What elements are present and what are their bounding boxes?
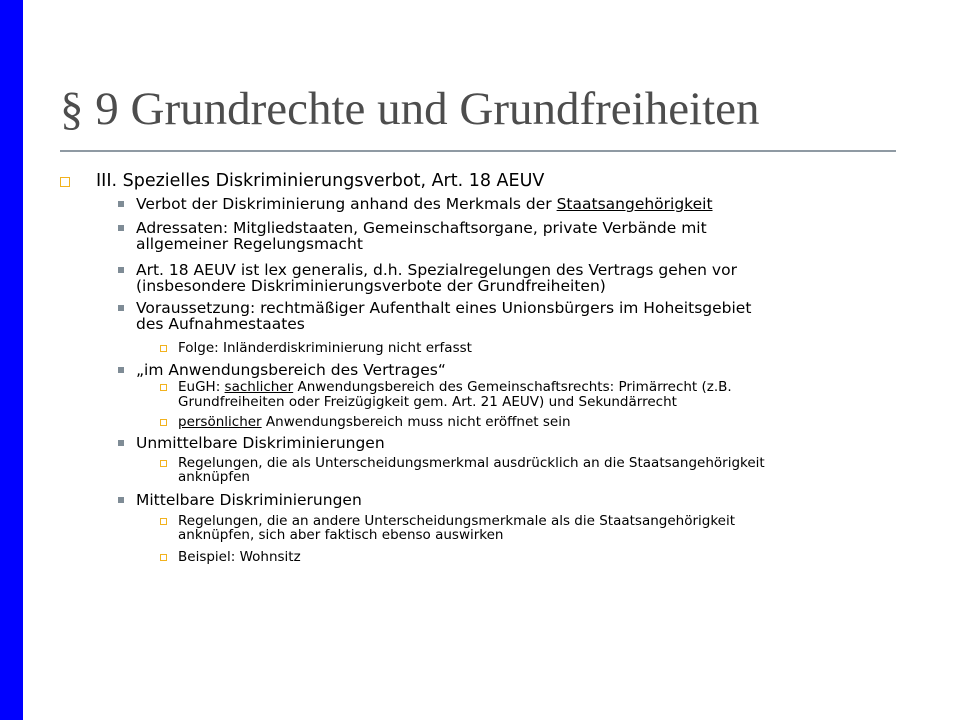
hollow-square-bullet-icon [60, 177, 70, 187]
bullet-voraussetzung-line1: Voraussetzung: rechtmäßiger Aufenthalt eines Unionsbürgers im Hoheitsgebiet [136, 299, 752, 317]
sub-bullet-unmittelbar-line2: anknüpfen [178, 469, 250, 485]
persoenlicher-term: persönlicher [178, 414, 262, 430]
square-bullet-icon [118, 497, 124, 503]
square-bullet-icon [118, 201, 124, 207]
hollow-square-bullet-icon [160, 384, 167, 391]
square-bullet-icon [118, 305, 124, 311]
sub-bullet-persoenlich [178, 415, 571, 429]
square-bullet-icon [118, 267, 124, 273]
bullet-adressaten-line1: Adressaten: Mitgliedstaaten, Gemeinschaftsorgane, private Verbände mit [136, 219, 707, 237]
square-bullet-icon [118, 367, 124, 373]
bullet-lex-line1: Art. 18 AEUV ist lex generalis, d.h. Spezialregelungen des Vertrags gehen vor [136, 261, 737, 279]
sub-bullet-persoenlich-text: Anwendungsbereich muss nicht eröffnet sein [261, 414, 571, 430]
section-heading: III. Spezielles Diskriminierungsverbot, Art. 18 AEUV [96, 171, 545, 191]
square-bullet-icon [118, 440, 124, 446]
sub-bullet-eugh-prefix: EuGH: [178, 379, 225, 395]
bullet-adressaten-line2: allgemeiner Regelungsmacht [136, 235, 363, 253]
sub-bullet-beispiel: Beispiel: Wohnsitz [178, 549, 301, 565]
sub-bullet-unmittelbar-line1: Regelungen, die als Unterscheidungsmerkmal ausdrücklich an die Staatsangehörigkeit [178, 455, 765, 471]
staatsangehoerigkeit-term: Staatsangehörigkeit [556, 195, 713, 213]
hollow-square-bullet-icon [160, 518, 167, 525]
sachlicher-term: sachlicher [224, 379, 294, 395]
hollow-square-bullet-icon [160, 345, 167, 352]
bullet-verbot-text: Verbot der Diskriminierung anhand des Merkmals der [136, 195, 557, 213]
bullet-voraussetzung-line2: des Aufnahmestaates [136, 315, 305, 333]
sub-bullet-eugh-text: Anwendungsbereich des Gemeinschaftsrechts: Primärrecht (z.B. [293, 379, 732, 395]
sub-bullet-mittelbar-line1: Regelungen, die an andere Unterscheidungsmerkmale als die Staatsangehörigkeit [178, 513, 736, 529]
square-bullet-icon [118, 225, 124, 231]
left-accent-bar [0, 0, 23, 720]
bullet-lex-line2: (insbesondere Diskriminierungsverbote der Grundfreiheiten) [136, 277, 606, 295]
sub-bullet-folge: Folge: Inländerdiskriminierung nicht erfasst [178, 340, 472, 356]
slide-title: § 9 Grundrechte und Grundfreiheiten [60, 83, 760, 135]
bullet-anwendungsbereich: „im Anwendungsbereich des Vertrages“ [136, 361, 446, 379]
bullet-verbot [136, 196, 713, 212]
sub-bullet-mittelbar-line2: anknüpfen, sich aber faktisch ebenso auswirken [178, 527, 504, 543]
hollow-square-bullet-icon [160, 554, 167, 561]
bullet-unmittelbare: Unmittelbare Diskriminierungen [136, 434, 385, 452]
title-divider [60, 150, 896, 152]
sub-bullet-eugh-line1 [178, 380, 732, 394]
sub-bullet-eugh-line2: Grundfreiheiten oder Freizügigkeit gem. Art. 21 AEUV) und Sekundärrecht [178, 394, 677, 410]
bullet-mittelbare: Mittelbare Diskriminierungen [136, 491, 362, 509]
hollow-square-bullet-icon [160, 419, 167, 426]
hollow-square-bullet-icon [160, 460, 167, 467]
